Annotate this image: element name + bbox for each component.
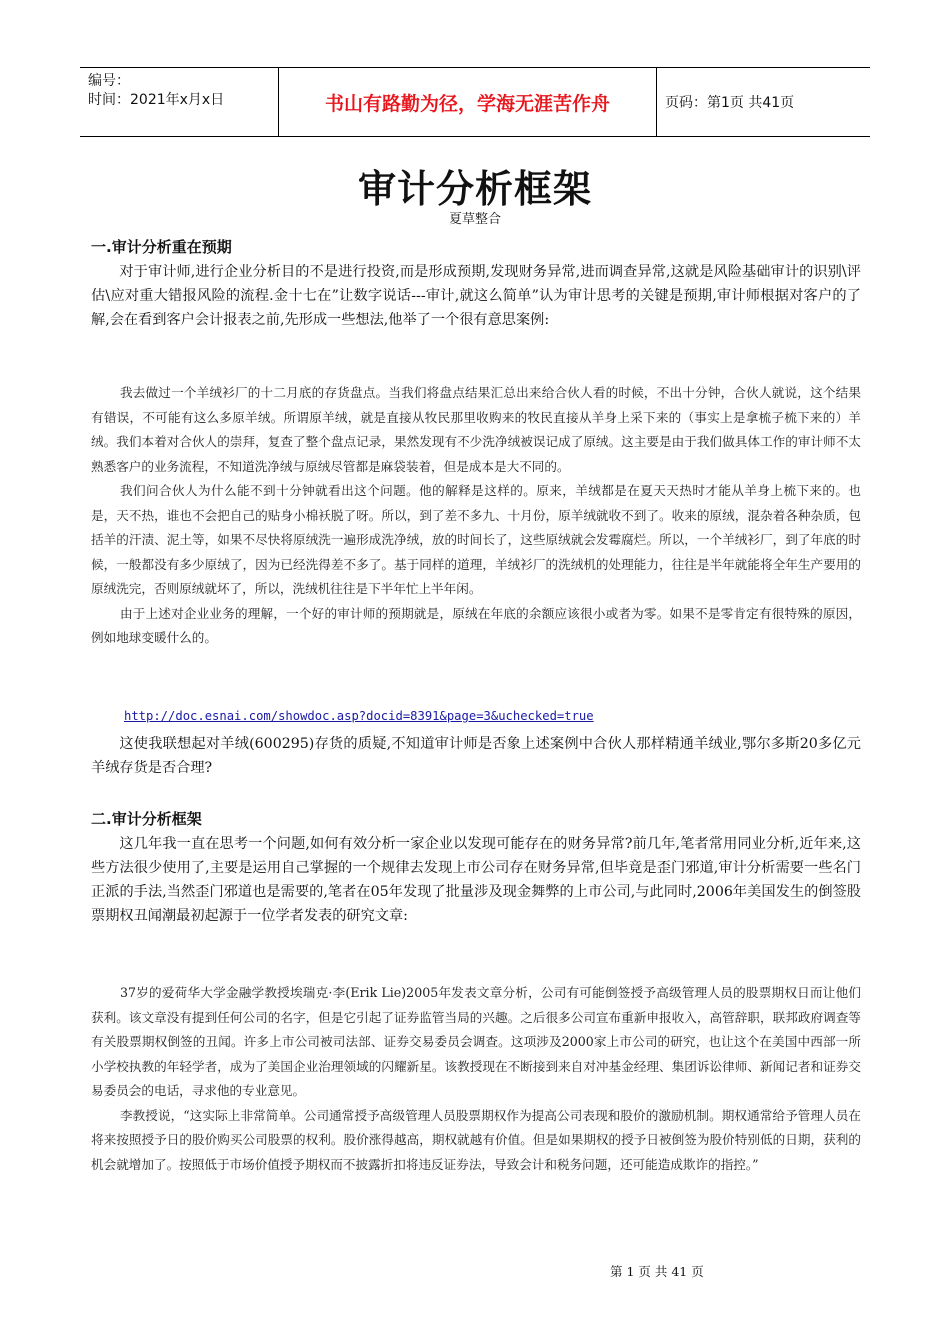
- date-label: 时间：2021年x月x日: [88, 92, 225, 108]
- header-page-info: 页码：第1页 共41页: [665, 95, 795, 111]
- document-title: 审计分析框架: [357, 167, 592, 211]
- document-subtitle: 夏草整合: [448, 212, 501, 227]
- quote-paragraph: 37岁的爱荷华大学金融学教授埃瑞克·李(Erik Lie)2005年发表文章分析，公司有可能倒签授予高级管理人员的股票期权日而让他们获利。该文章没有提到任何公司的名字，但是它引起了证券监管当局的兴趣。之后很多公司宣布重新申报收入，高管辞职，联邦政府调查等有关股票期权倒签的丑闻。许多上市公司被司法部、证券交易委员会调查。这项涉及2000家上市公司的研究，也让这个在美国中西部一所小学校执教的年轻学者，成为了美国企业治理领域的闪耀新星。该教授现在不断接到来自对冲基金经理、集团诉讼律师、新闻记者和证券交易委员会的电话，寻求他的专业意见。: [91, 985, 861, 1098]
- section2-intro-paragraph: 这几年我一直在思考一个问题,如何有效分析一家企业以发现可能存在的财务异常?前几年,笔者常用同业分析,近年来,这些方法很少使用了,主要是运用自己掌握的一个规律去发现上市公司存在财务异常,但毕竟是歪门邪道,审计分析需要一些名门正派的手法,当然歪门邪道也是需要的,笔者在05年发现了批量涉及现金舞弊的上市公司,与此同时,2006年美国发生的倒签股票期权丑闻潮最初起源于一位学者发表的研究文章:: [91, 836, 861, 924]
- quote-paragraph: 我们问合伙人为什么能不到十分钟就看出这个问题。他的解释是这样的。原来，羊绒都是在夏天天热时才能从羊身上梳下来的。也是，天不热，谁也不会把自己的贴身小棉袄脱了呀。所以，到了差不多九、十月份，原羊绒就收不到了。收来的原绒，混杂着各种杂质，包括羊的汗渍、泥土等，如果不尽快将原绒洗一遍形成洗净绒，放的时间长了，这些原绒就会发霉腐烂。所以，一个羊绒衫厂，到了年底的时候，一般都没有多少原绒了，因为已经洗得差不多了。基于同样的道理，羊绒衫厂的洗绒机的处理能力，往往是半年就能将全年生产要用的原绒洗完，否则原绒就坏了，所以，洗绒机往往是下半年忙上半年闲。: [91, 483, 861, 596]
- section1-intro-paragraph: 对于审计师,进行企业分析目的不是进行投资,而是形成预期,发现财务异常,进而调查异常,这就是风险基础审计的识别\评估\应对重大错报风险的流程.金十七在”让数字说话---审计,就这么简单”认为审计思考的关键是预期,审计师根据对客户的了解,会在看到客户会计报表之前,先形成一些想法,他举了一个很有意思案例:: [91, 264, 861, 328]
- quote-paragraph: 李教授说，“这实际上非常简单。公司通常授予高级管理人员股票期权作为提高公司表现和股价的激励机制。期权通常给予管理人员在将来按照授予日的股价购买公司股票的权利。股价涨得越高，期权就越有价值。但是如果期权的授予日被倒签为股价特别低的日期，获利的机会就增加了。按照低于市场价值授予期权而不披露折扣将违反证券法，导致会计和税务问题，还可能造成欺诈的指控。”: [91, 1107, 861, 1172]
- section2-quote: [91, 981, 861, 1177]
- section1-heading: 一.审计分析重在预期: [91, 238, 232, 256]
- source-link[interactable]: http://doc.esnai.com/showdoc.asp?docid=8391&page=3&uchecked=true: [124, 709, 594, 723]
- header-meta: [80, 68, 279, 136]
- followup-paragraph: 这使我联想起对羊绒(600295)存货的质疑,不知道审计师是否象上述案例中合伙人那样精通羊绒业,鄂尔多斯20多亿元羊绒存货是否合理?: [91, 736, 861, 776]
- quote-paragraph: 我去做过一个羊绒衫厂的十二月底的存货盘点。当我们将盘点结果汇总出来给合伙人看的时候，不出十分钟，合伙人就说，这个结果有错误，不可能有这么多原羊绒。所谓原羊绒，就是直接从牧民那里收购来的牧民直接从羊身上采下来的（事实上是拿梳子梳下来的）羊绒。我们本着对合伙人的崇拜，复查了整个盘点记录，果然发现有不少洗净绒被误记成了原绒。这主要是由于我们做具体工作的审计师不太熟悉客户的业务流程，不知道洗净绒与原绒尽管都是麻袋装着，但是成本是大不同的。: [91, 385, 861, 474]
- section1-intro: [91, 260, 861, 332]
- header-motto: 书山有路勤为径，学海无涯苦作舟: [279, 68, 657, 136]
- section2-heading: 二.审计分析框架: [91, 810, 202, 828]
- section2-intro: [91, 832, 861, 928]
- section1-followup: [91, 732, 861, 780]
- quote-paragraph: 由于上述对企业业务的理解，一个好的审计师的预期就是，原绒在年底的余额应该很小或者为零。如果不是零肯定有很特殊的原因，例如地球变暖什么的。: [91, 605, 861, 645]
- section1-quote: [91, 381, 861, 651]
- header-table: [80, 67, 870, 137]
- page-footer: 第 1 页 共 41 页: [610, 1264, 704, 1279]
- number-label: 编号：: [88, 73, 130, 89]
